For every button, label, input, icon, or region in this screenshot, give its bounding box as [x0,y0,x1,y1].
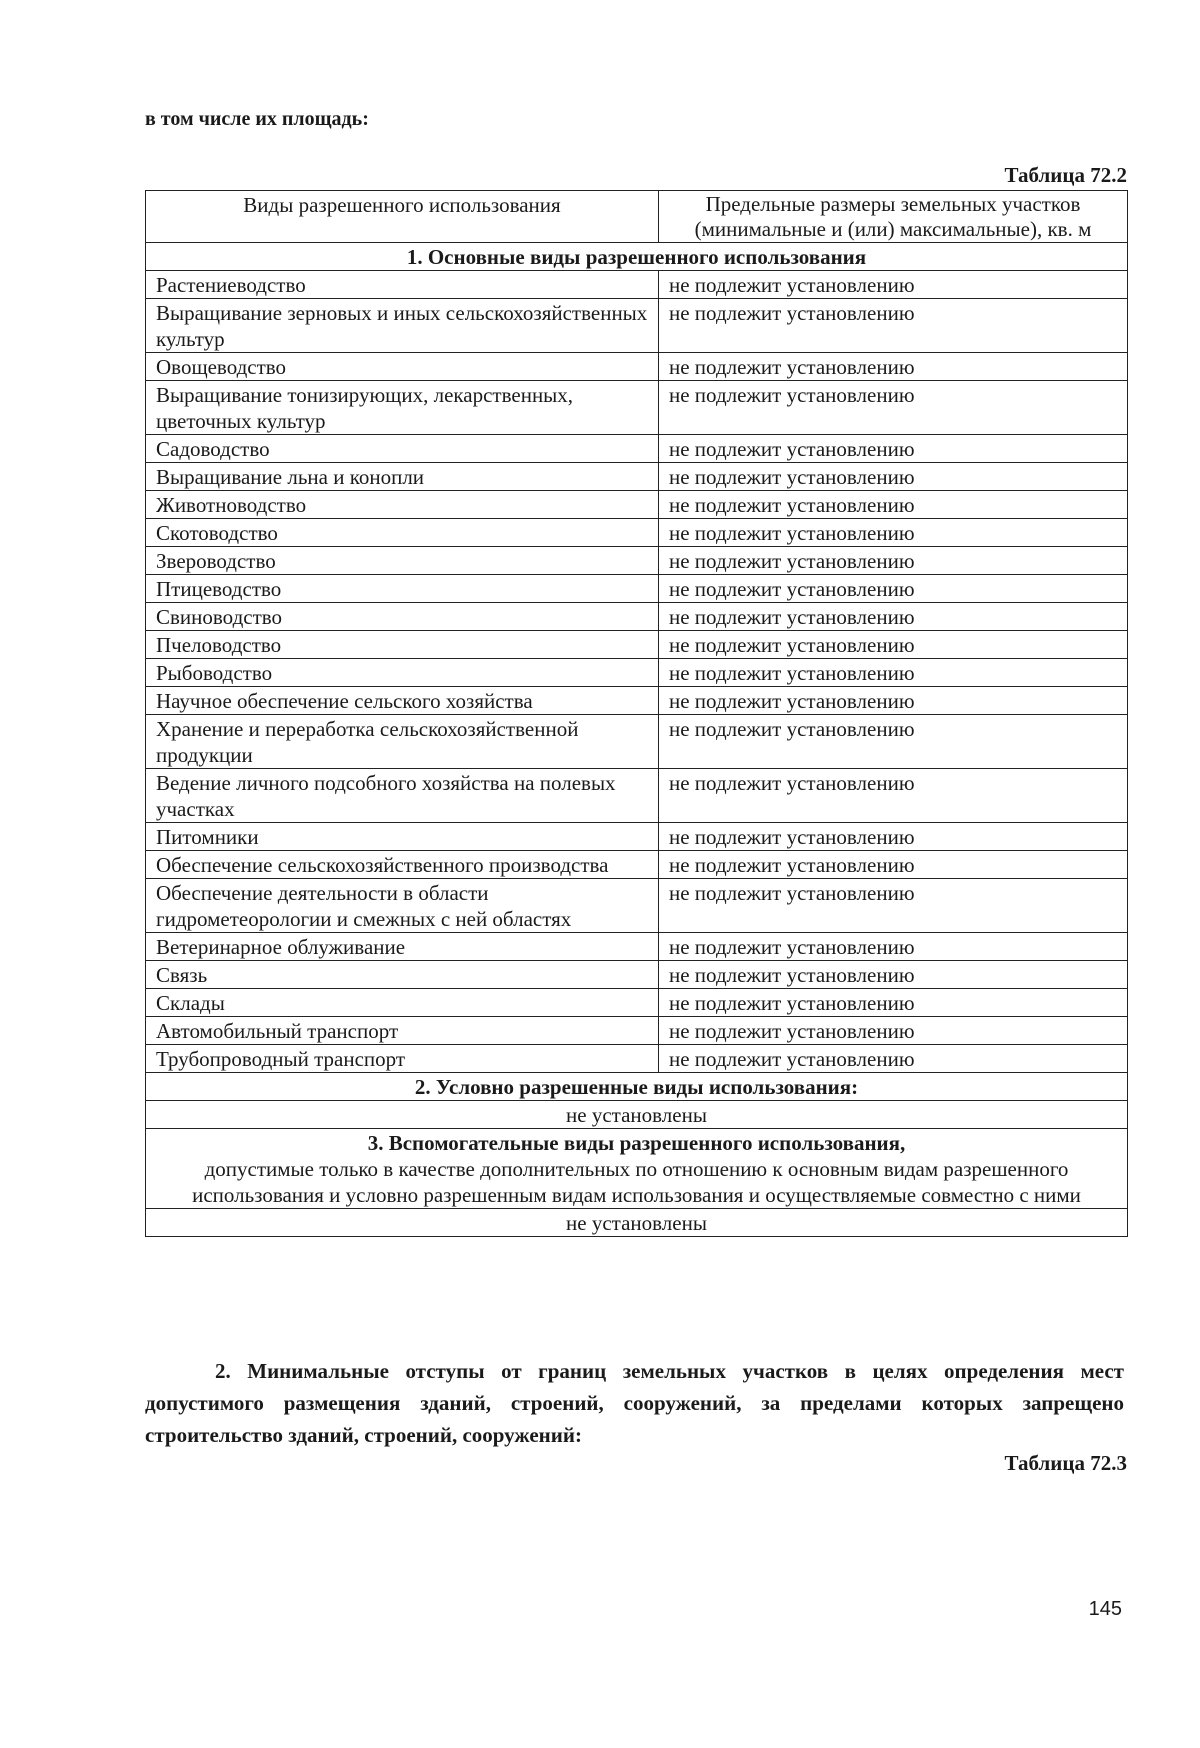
plot-size-cell: не подлежит установлению [659,631,1128,659]
table-row [146,687,1128,715]
header-col-plot-size: Предельные размеры земельных участков (минимальные и (или) максимальные), кв. м [659,191,1128,243]
use-type-cell: Растениеводство [146,271,659,299]
page-number: 145 [1088,1598,1122,1620]
table-row [146,603,1128,631]
table-row [146,961,1128,989]
plot-size-cell: не подлежит установлению [659,715,1128,769]
plot-size-cell: не подлежит установлению [659,435,1128,463]
table-row [146,989,1128,1017]
plot-size-cell: не подлежит установлению [659,659,1128,687]
section2-value-row [146,1101,1128,1129]
table-row [146,381,1128,435]
use-type-cell: Трубопроводный транспорт [146,1045,659,1073]
table-row [146,715,1128,769]
section2-row [146,1073,1128,1101]
use-type-cell: Связь [146,961,659,989]
use-type-cell: Склады [146,989,659,1017]
section3-cell [146,1129,1128,1209]
use-type-cell: Научное обеспечение сельского хозяйства [146,687,659,715]
use-type-cell: Обеспечение сельскохозяйственного производства [146,851,659,879]
plot-size-cell: не подлежит установлению [659,687,1128,715]
plot-size-cell: не подлежит установлению [659,381,1128,435]
section3-value-row [146,1209,1128,1237]
table-row [146,575,1128,603]
plot-size-cell: не подлежит установлению [659,1045,1128,1073]
plot-size-cell: не подлежит установлению [659,299,1128,353]
section3-title: 3. Вспомогательные виды разрешенного использования, [367,1131,906,1155]
section1-row [146,243,1128,271]
use-type-cell: Выращивание тонизирующих, лекарственных, цветочных культур [146,381,659,435]
table-row [146,1045,1128,1073]
plot-size-cell: не подлежит установлению [659,961,1128,989]
plot-size-cell: не подлежит установлению [659,823,1128,851]
use-type-cell: Садоводство [146,435,659,463]
table-row [146,463,1128,491]
land-use-table [145,190,1128,1237]
table-row [146,435,1128,463]
table-row [146,547,1128,575]
section3-value: не установлены [146,1209,1128,1237]
use-type-cell: Свиноводство [146,603,659,631]
section1-title: 1. Основные виды разрешенного использования [146,243,1128,271]
use-type-cell: Ведение личного подсобного хозяйства на полевых участках [146,769,659,823]
use-type-cell: Питомники [146,823,659,851]
plot-size-cell: не подлежит установлению [659,851,1128,879]
intro-text: в том числе их площадь: [145,108,369,130]
plot-size-cell: не подлежит установлению [659,933,1128,961]
use-type-cell: Выращивание льна и конопли [146,463,659,491]
use-type-cell: Овощеводство [146,353,659,381]
plot-size-cell: не подлежит установлению [659,353,1128,381]
table-row [146,851,1128,879]
use-type-cell: Рыбоводство [146,659,659,687]
use-type-cell: Звероводство [146,547,659,575]
table-row [146,659,1128,687]
section2-value: не установлены [146,1101,1128,1129]
plot-size-cell: не подлежит установлению [659,879,1128,933]
table-row [146,519,1128,547]
use-type-cell: Хранение и переработка сельскохозяйственной продукции [146,715,659,769]
plot-size-cell: не подлежит установлению [659,989,1128,1017]
table-row [146,1017,1128,1045]
use-type-cell: Автомобильный транспорт [146,1017,659,1045]
next-table-caption: Таблица 72.3 [1004,1451,1127,1475]
plot-size-cell: не подлежит установлению [659,603,1128,631]
table-row [146,491,1128,519]
section3-row [146,1129,1128,1209]
plot-size-cell: не подлежит установлению [659,769,1128,823]
header-col-use-type: Виды разрешенного использования [146,191,659,243]
section2-paragraph: 2. Минимальные отступы от границ земельных участков в целях определения мест допустимого размещения зданий, строений, сооружений, за пределами которых запрещено строительство зданий, строений, сооружений: [145,1359,1124,1447]
plot-size-cell: не подлежит установлению [659,271,1128,299]
plot-size-cell: не подлежит установлению [659,547,1128,575]
plot-size-cell: не подлежит установлению [659,463,1128,491]
use-type-cell: Ветеринарное облуживание [146,933,659,961]
plot-size-cell: не подлежит установлению [659,491,1128,519]
table-row [146,353,1128,381]
plot-size-cell: не подлежит установлению [659,519,1128,547]
table-row [146,933,1128,961]
table-header-row [146,191,1128,243]
table-row [146,823,1128,851]
table-row [146,631,1128,659]
section3-subtitle: допустимые только в качестве дополнительных по отношению к основным видам разрешенного использования и условно разрешенным видам использования и осуществляемые совместно с ними [192,1157,1081,1207]
use-type-cell: Скотоводство [146,519,659,547]
table-caption: Таблица 72.2 [1004,163,1127,187]
use-type-cell: Обеспечение деятельности в области гидрометеорологии и смежных с ней областях [146,879,659,933]
table-row [146,271,1128,299]
plot-size-cell: не подлежит установлению [659,575,1128,603]
table-row [146,299,1128,353]
table-row [146,879,1128,933]
use-type-cell: Животноводство [146,491,659,519]
table-row [146,769,1128,823]
use-type-cell: Выращивание зерновых и иных сельскохозяйственных культур [146,299,659,353]
use-type-cell: Пчеловодство [146,631,659,659]
use-type-cell: Птицеводство [146,575,659,603]
plot-size-cell: не подлежит установлению [659,1017,1128,1045]
section2-title: 2. Условно разрешенные виды использования: [146,1073,1128,1101]
